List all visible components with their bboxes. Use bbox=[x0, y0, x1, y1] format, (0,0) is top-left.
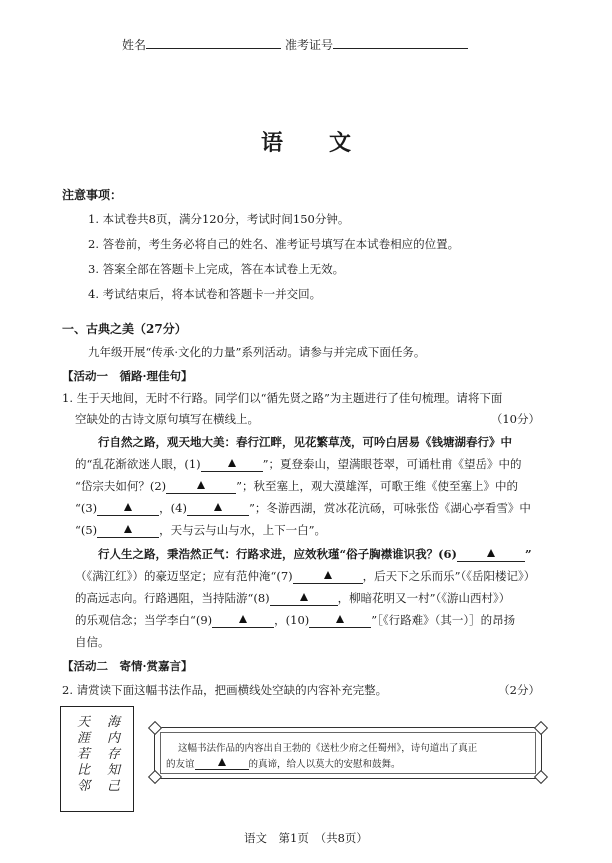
passage-line: 的乐观信念；当学李白“(9) ，(10) ”［《行路难》（其一）］的昂扬 bbox=[75, 613, 516, 627]
answer-blank[interactable] bbox=[195, 758, 249, 770]
question-text: 1. 生于天地间，无时不行路。同学们以“循先贤之路”为主题进行了佳句梳理。请将下面 bbox=[62, 391, 503, 405]
answer-blank[interactable] bbox=[293, 570, 363, 584]
answer-blank[interactable] bbox=[97, 502, 159, 516]
triangle-icon bbox=[487, 549, 495, 557]
passage-line: 行自然之路，观天地大美：春行江畔，见花繁草茂，可吟白居易《钱塘湖春行》中 bbox=[98, 435, 512, 449]
answer-blank[interactable] bbox=[187, 502, 249, 516]
answer-blank[interactable] bbox=[270, 592, 338, 606]
answer-blank[interactable] bbox=[212, 614, 274, 628]
passage-line: “岱宗夫如何？(2) ”；秋至塞上，观大漠雄浑，可歌王维《使至塞上》中的 bbox=[75, 479, 519, 493]
passage-line: 的“乱花渐欲迷人眼，(1) ”；夏登泰山，望满眼苍翠，可诵杜甫《望岳》中的 bbox=[75, 457, 522, 471]
activity-heading: 【活动二 寄情·赏嘉言】 bbox=[62, 659, 193, 673]
notice-item: 3. 答案全部在答题卡上完成，答在本试卷上无效。 bbox=[88, 262, 345, 276]
triangle-icon bbox=[124, 525, 132, 533]
notice-heading: 注意事项： bbox=[62, 188, 123, 202]
passage-line: （《满江红》）的豪迈坚定；应有范仲淹“(7) ，后天下之乐而乐”（《岳阳楼记》） bbox=[75, 569, 536, 583]
exam-id-label: 准考证号 bbox=[285, 38, 334, 52]
answer-blank[interactable] bbox=[457, 548, 525, 562]
page-title: 语文 bbox=[260, 130, 397, 156]
passage-line: 行人生之路，秉浩然正气：行路求进，应效秋瑾“俗子胸襟谁识我？(6) ” bbox=[98, 547, 532, 561]
question-score: （2分） bbox=[498, 683, 540, 697]
triangle-icon bbox=[300, 593, 308, 601]
frame-text: 这幅书法作品的内容出自王勃的《送杜少府之任蜀州》，诗句道出了真正 bbox=[178, 743, 478, 754]
exam-id-blank bbox=[333, 36, 468, 49]
calligraphy-artwork bbox=[60, 706, 134, 812]
section-intro: 九年级开展“传承·文化的力量”系列活动。请参与并完成下面任务。 bbox=[88, 345, 426, 359]
triangle-icon bbox=[214, 503, 222, 511]
passage-line: 的高远志向。行路遇阻，当持陆游“(8) ，柳暗花明又一村”（《游山西村》） bbox=[75, 591, 511, 605]
name-blank bbox=[146, 36, 281, 49]
passage-line: 自信。 bbox=[75, 635, 110, 649]
triangle-icon bbox=[197, 481, 205, 489]
answer-blank[interactable] bbox=[166, 480, 236, 494]
question-score: （10分） bbox=[490, 412, 540, 426]
calligraphy-column: 海内存知己 bbox=[107, 715, 121, 794]
name-label: 姓名 bbox=[122, 38, 147, 52]
activity-heading: 【活动一 循路·理佳句】 bbox=[62, 369, 193, 383]
notice-item: 1. 本试卷共8页，满分120分，考试时间150分钟。 bbox=[88, 212, 350, 226]
candidate-info-line bbox=[122, 36, 468, 53]
page-footer: 语文 第1页 （共8页） bbox=[244, 831, 368, 845]
passage-line: “(5) ，天与云与山与水，上下一白”。 bbox=[75, 523, 327, 537]
triangle-icon bbox=[228, 459, 236, 467]
passage-line: “(3) ，(4) ”；冬游西湖，赏冰花沆砀，可咏张岱《湖心亭看雪》中 bbox=[75, 501, 531, 515]
section-heading: 一、古典之美（27分） bbox=[62, 322, 187, 336]
question-text: 2. 请赏读下面这幅书法作品，把画横线处空缺的内容补充完整。 bbox=[62, 683, 388, 697]
triangle-icon bbox=[218, 758, 226, 766]
notice-item: 2. 答卷前，考生务必将自己的姓名、准考证号填写在本试卷相应的位置。 bbox=[88, 237, 460, 251]
question-text: 空缺处的古诗文原句填写在横线上。 bbox=[75, 412, 259, 426]
notice-item: 4. 考试结束后，将本试卷和答题卡一并交回。 bbox=[88, 287, 322, 301]
triangle-icon bbox=[336, 615, 344, 623]
triangle-icon bbox=[124, 503, 132, 511]
frame-text: 的友谊 的真谛，给人以莫大的安慰和鼓舞。 bbox=[166, 759, 401, 770]
decorative-frame bbox=[148, 727, 548, 779]
triangle-icon bbox=[324, 571, 332, 579]
calligraphy-column: 天涯若比邻 bbox=[77, 715, 91, 794]
answer-blank[interactable] bbox=[97, 524, 159, 538]
answer-blank[interactable] bbox=[201, 458, 263, 472]
triangle-icon bbox=[239, 615, 247, 623]
answer-blank[interactable] bbox=[309, 614, 371, 628]
